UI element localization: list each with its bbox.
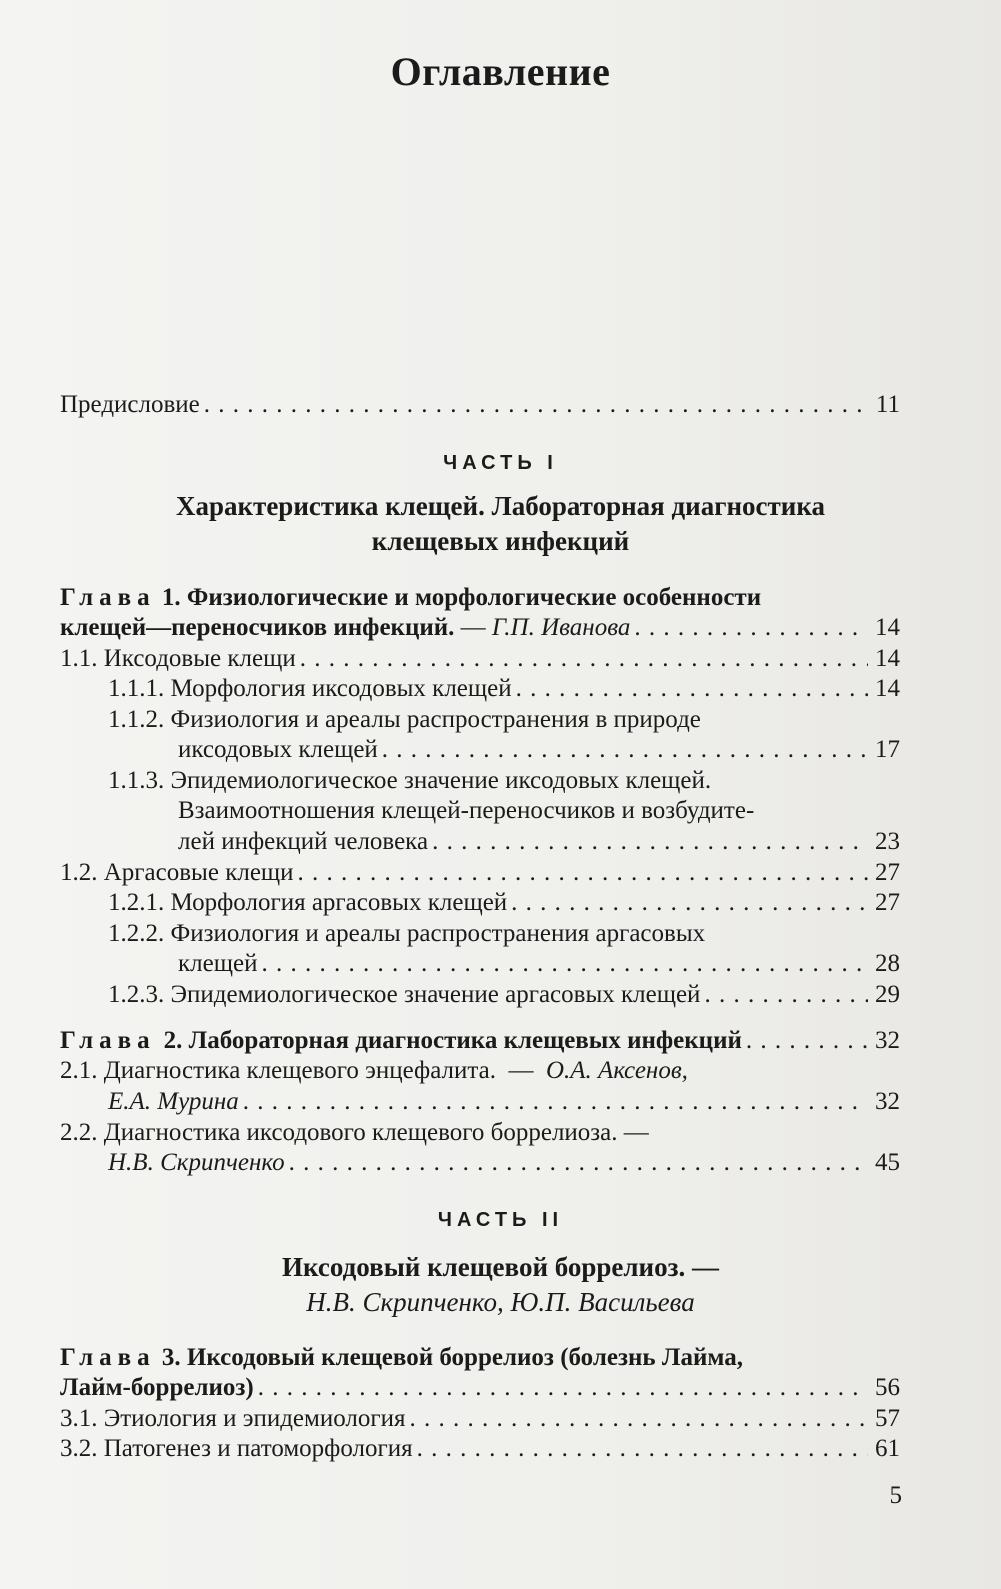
chapter-title: 3. Иксодовый клещевой боррелиоз (болезнь Лайма, (161, 1344, 744, 1371)
dot-leader (634, 613, 868, 643)
dot-leader (204, 390, 868, 420)
part-title: Иксодовый клещевой боррелиоз. — (282, 1252, 719, 1282)
toc-entry-label: 1.2.1. Морфология аргасовых клещей (108, 889, 508, 916)
toc-page-number: 27 (875, 859, 900, 886)
toc-entry-1-1-2[interactable] (108, 705, 900, 735)
toc-page-number: 32 (875, 1088, 900, 1115)
toc-entry-label: лей инфекций человека (178, 828, 429, 855)
chapter-heading[interactable] (60, 1343, 900, 1373)
dash: — (502, 1057, 540, 1084)
toc-entry-1-2-2-cont[interactable] (178, 949, 900, 979)
page-title: Оглавление (390, 49, 611, 94)
toc-page-number: 29 (875, 981, 900, 1008)
dot-leader (258, 1373, 868, 1403)
dot-leader (511, 888, 868, 918)
toc-entry-3-1[interactable] (60, 1404, 900, 1434)
toc-page-number: 28 (875, 950, 900, 977)
toc-page-number: 45 (875, 1149, 900, 1176)
dot-leader (432, 827, 868, 857)
toc-entry-label: Физиология и ареалы распространения аргасовых (170, 920, 706, 947)
dot-leader (289, 1148, 868, 1178)
toc-entry-chapter-3[interactable] (60, 1373, 900, 1403)
entry-author: Е.А. Мурина (108, 1088, 239, 1115)
part-title: клещевых инфекций (371, 526, 630, 556)
chapter-prefix: Глава (60, 584, 156, 611)
toc-entry-label: 3.2. Патогенез и патоморфология (60, 1435, 413, 1462)
dot-leader (516, 674, 868, 704)
toc-entry-2-2[interactable]: 2.2. Диагностика иксодового клещевого боррелиоза. — (60, 1119, 649, 1146)
toc-entry-label: Предисловие (60, 391, 200, 418)
toc-page-number: 27 (875, 889, 900, 916)
toc-page-number: 57 (875, 1405, 900, 1432)
toc-entry-label: 2.1. Диагностика клещевого энцефалита. (60, 1057, 496, 1084)
chapter-title: 2. Лабораторная диагностика клещевых инфекций (163, 1027, 742, 1054)
part-label: ЧАСТЬ I (443, 452, 558, 474)
toc-entry-1-2-1[interactable] (108, 888, 900, 918)
entry-author: Н.В. Скрипченко (108, 1149, 285, 1176)
dash: — (454, 614, 492, 641)
toc-page-number: 11 (875, 391, 900, 418)
chapter-prefix: Глава (60, 1027, 156, 1054)
dot-leader (261, 949, 868, 979)
dot-leader (417, 1434, 868, 1464)
dot-leader (300, 644, 868, 674)
toc-entry-1-2-3[interactable] (108, 980, 900, 1010)
chapter-author: Г.П. Иванова (491, 614, 631, 641)
toc-entry-1-1-2-cont[interactable] (178, 735, 900, 765)
toc-entry-label: Эпидемиологическое значение иксодовых клещей. (170, 767, 712, 794)
toc-entry-label: 1.2. Аргасовые клещи (60, 859, 294, 886)
toc-page-number: 14 (875, 675, 900, 702)
toc-page-number: 61 (875, 1435, 900, 1462)
dot-leader (746, 1026, 868, 1056)
toc-entry-number: 1.1.2. (108, 706, 165, 733)
part-title: Характеристика клещей. Лабораторная диагностика (175, 491, 825, 521)
toc-entry-1-2-2[interactable] (108, 919, 900, 949)
toc-entry-3-2[interactable] (60, 1434, 900, 1464)
part-authors: Н.В. Скрипченко, Ю.П. Васильева (306, 1287, 695, 1317)
toc-entry-label: 1.1. Иксодовые клещи (60, 645, 296, 672)
toc-entry-2-1-cont[interactable] (108, 1087, 900, 1117)
chapter-title: Лайм-боррелиоз) (60, 1374, 254, 1401)
dot-leader (704, 980, 868, 1010)
toc-page-number: 17 (875, 736, 900, 763)
toc-entry-2-2-cont[interactable] (108, 1148, 900, 1178)
toc-page-number: 14 (875, 614, 900, 641)
toc-entry-label: 1.2.3. Эпидемиологическое значение аргасовых клещей (108, 981, 701, 1008)
toc-entry-label: 3.1. Этиология и эпидемиология (60, 1405, 406, 1432)
toc-page-number: 14 (875, 645, 900, 672)
toc-page-number: 56 (875, 1374, 900, 1401)
dot-leader (298, 858, 868, 888)
toc-entry-1-1-3[interactable] (108, 766, 900, 796)
chapter-prefix: Глава (60, 1344, 156, 1371)
toc-entry-label: клещей (178, 950, 258, 977)
toc-entry-1-2[interactable] (60, 858, 900, 888)
dot-leader (410, 1404, 869, 1434)
toc-entry-label: 1.1.1. Морфология иксодовых клещей (108, 675, 512, 702)
toc-entry-chapter-1[interactable] (60, 613, 900, 643)
toc-page-number: 32 (875, 1027, 900, 1054)
toc-entry-number: 1.1.3. (108, 767, 165, 794)
toc-entry-preface[interactable] (60, 390, 900, 420)
toc-entry-number: 1.2.2. (108, 920, 165, 947)
dot-leader (243, 1087, 868, 1117)
toc-page-number: 23 (875, 828, 900, 855)
toc-entry-label: иксодовых клещей (178, 736, 378, 763)
toc-entry-1-1-3-line2: Взаимоотношения клещей-переносчиков и возбудите- (178, 797, 755, 824)
page-number: 5 (889, 1482, 902, 1509)
toc-entry-1-1[interactable] (60, 644, 900, 674)
toc-entry-2-1[interactable] (60, 1056, 900, 1086)
toc-entry-label: Физиология и ареалы распространения в природе (170, 706, 701, 733)
toc-entry-chapter-2[interactable] (60, 1026, 900, 1056)
toc-entry-1-1-3-cont[interactable] (178, 827, 900, 857)
chapter-heading[interactable] (60, 583, 900, 613)
entry-author: О.А. Аксенов, (545, 1057, 688, 1084)
toc-entry-1-1-1[interactable] (108, 674, 900, 704)
dot-leader (382, 735, 868, 765)
chapter-title: клещей—переносчиков инфекций. (60, 614, 455, 641)
chapter-title: 1. Физиологические и морфологические особенности (161, 584, 762, 611)
part-label: ЧАСТЬ II (437, 1209, 564, 1231)
